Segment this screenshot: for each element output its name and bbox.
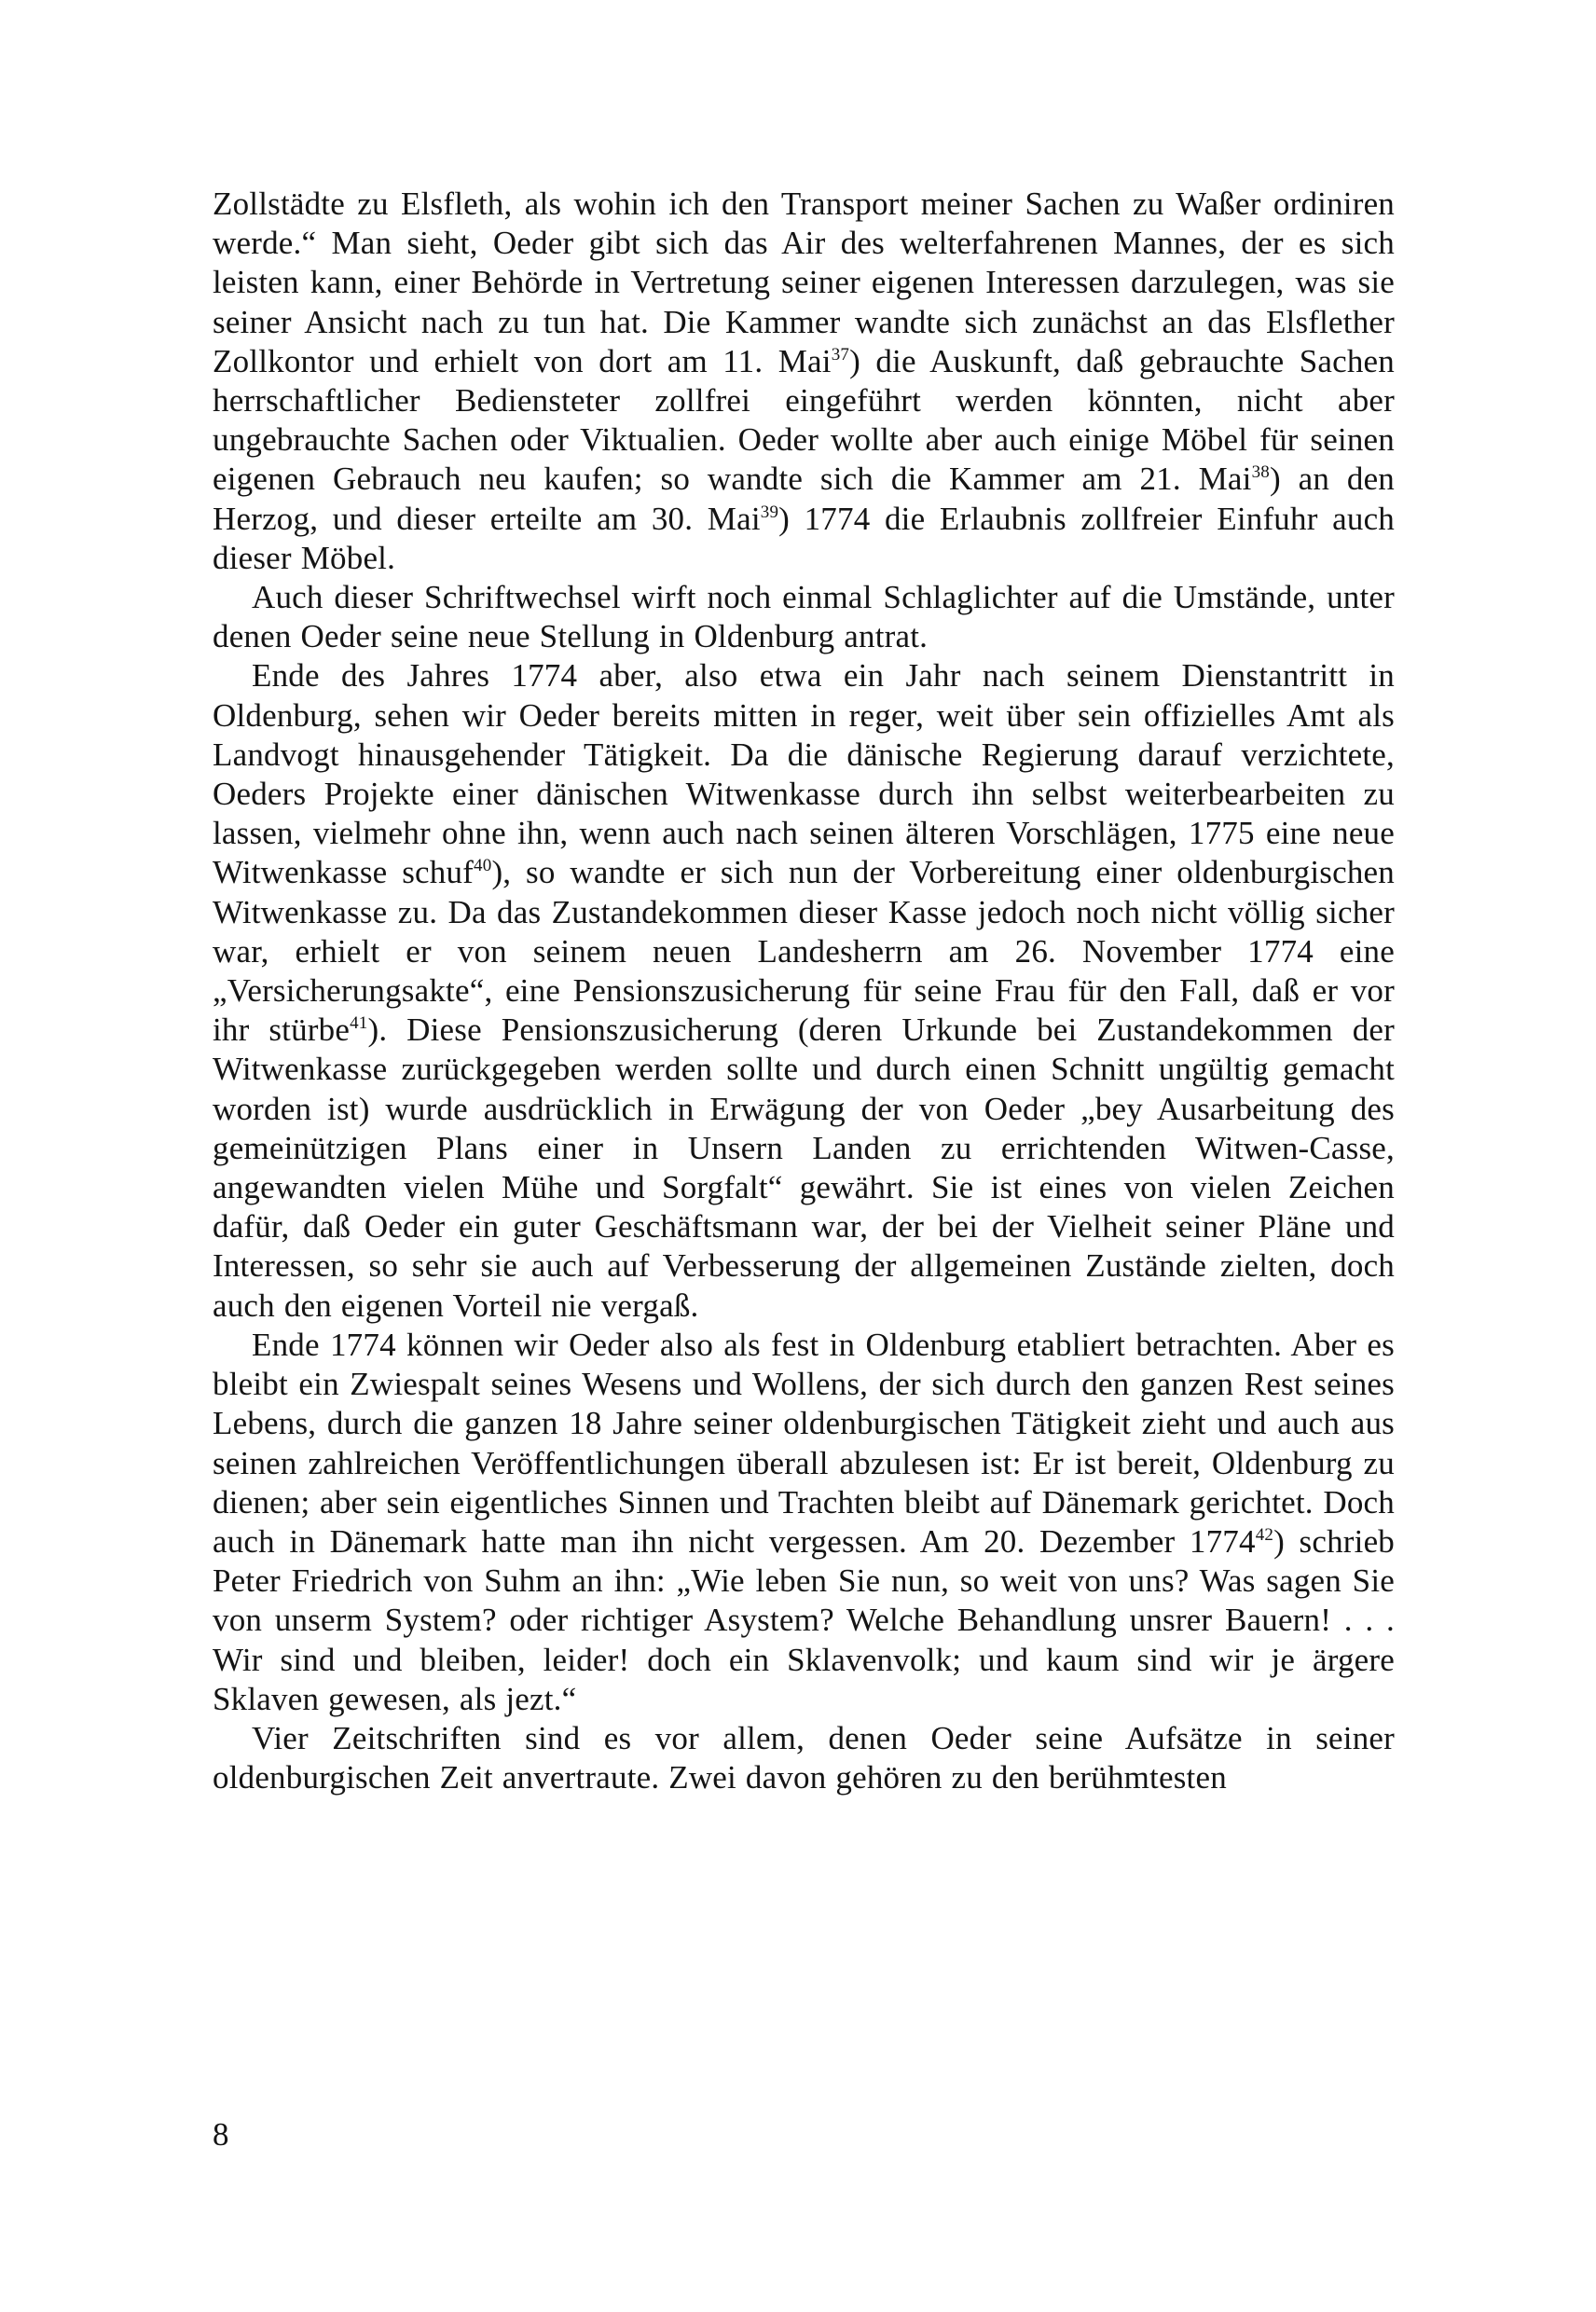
footnote-ref: 39 [760, 502, 779, 522]
paragraph [213, 185, 1395, 578]
paragraph [213, 1326, 1395, 1719]
page-number: 8 [213, 2116, 229, 2153]
footnote-ref: 38 [1251, 462, 1270, 483]
paragraph-text: ) die Auskunft, daß gebrauchte Sachen herrschaftlicher Bediensteter zollfrei eingeführt werden könnten, nicht aber ungebrauchte Sachen oder Viktualien. Oeder wollte aber auch einige Möbel für seinen eigenen Gebrauch neu kaufen; so wandte sich die Kammer am 21. Mai [213, 342, 1395, 498]
paragraph-text: Ende 1774 können wir Oeder also als fest in Oldenburg etabliert betrachten. Aber es bleibt ein Zwiespalt seines Wesens und Wollens, der sich durch den ganzen Rest seines Lebens, durch die ganzen 18 Jahre seiner oldenburgischen Tätigkeit zieht und auch aus seinen zahlreichen Veröffentlichungen überall abzulesen ist: Er ist bereit, Oldenburg zu dienen; aber sein eigentliches Sinnen und Trachten bleibt auf Dänemark gerichtet. Doch auch in Dänemark hatte man ihn nicht vergessen. Am 20. Dezember 1774 [213, 1326, 1395, 1560]
paragraph-text: Auch dieser Schriftwechsel wirft noch einmal Schlaglichter auf die Umstände, unter denen Oeder seine neue Stellung in Oldenburg antrat. [213, 579, 1395, 655]
paragraph [213, 656, 1395, 1325]
footnote-ref: 37 [831, 344, 850, 365]
paragraph-text: ). Diese Pensionszusicherung (deren Urkunde bei Zustandekommen der Witwenkasse zurückgegeben werden sollte und durch einen Schnitt ungültig gemacht worden ist) wurde ausdrücklich in Erwägung der von Oeder „bey Ausarbeitung des gemeinützigen Plans einer in Unsern Landen zu errichtenden Witwen-Casse, angewandten vielen Mühe und Sorgfalt“ gewährt. Sie ist eines von vielen Zeichen dafür, daß Oeder ein guter Geschäftsmann war, der bei der Vielheit seiner Pläne und Interessen, so sehr sie auch auf Verbesserung der allgemeinen Zustände zielten, doch auch den eigenen Vorteil nie vergaß. [213, 1012, 1395, 1324]
page-body [213, 185, 1395, 1797]
paragraph-text: ) 1774 die Erlaubnis zollfreier Einfuhr auch dieser Möbel. [213, 500, 1396, 576]
footnote-ref: 41 [350, 1013, 368, 1034]
paragraph [213, 1719, 1395, 1797]
paragraph-text: Zollstädte zu Elsfleth, als wohin ich den Transport meiner Sachen zu Waßer ordiniren werde.“ Man sieht, Oeder gibt sich das Air des welterfahrenen Mannes, der es sich leisten kann, einer Behörde in Vertretung seiner eigenen Interessen darzulegen, was sie seiner Ansicht nach zu tun hat. Die Kammer wandte sich zunächst an das Elsflether Zollkontor und erhielt von dort am 11. Mai [213, 186, 1395, 379]
paragraph-text: Ende des Jahres 1774 aber, also etwa ein Jahr nach seinem Dienstantritt in Oldenburg, sehen wir Oeder bereits mitten in reger, weit über sein offizielles Amt als Landvogt hinausgehender Tätigkeit. Da die dänische Regierung darauf verzichtete, Oeders Projekte einer dänischen Witwenkasse durch ihn selbst weiterbearbeiten zu lassen, vielmehr ohne ihn, wenn auch nach seinen älteren Vorschlägen, 1775 eine neue Witwenkasse schuf [213, 657, 1395, 891]
paragraph-text: ), so wandte er sich nun der Vorbereitung einer oldenburgischen Witwenkasse zu. Da das Zustandekommen dieser Kasse jedoch noch nicht völlig sicher war, erhielt er von seinem neuen Landesherrn am 26. November 1774 eine „Versicherungsakte“, eine Pensionszusicherung für seine Frau für den Fall, daß er vor ihr stürbe [213, 854, 1395, 1049]
footnote-ref: 40 [474, 856, 492, 876]
paragraph-text: Vier Zeitschriften sind es vor allem, denen Oeder seine Aufsätze in seiner oldenburgischen Zeit anvertraute. Zwei davon gehören zu den berühmtesten [213, 1719, 1395, 1796]
paragraph-text: ) schrieb Peter Friedrich von Suhm an ihn: „Wie leben Sie nun, so weit von uns? Was sagen Sie von unserm System? oder richtiger Asystem? Welche Behandlung unsrer Bauern! . . . Wir sind und bleiben, leider! doch ein Sklavenvolk; und kaum sind wir je ärgere Sklaven gewesen, als jezt.“ [213, 1522, 1395, 1717]
footnote-ref: 42 [1255, 1524, 1274, 1545]
paragraph [213, 578, 1395, 656]
paragraph-text: ) an den Herzog, und dieser erteilte am 30. Mai [213, 461, 1396, 537]
